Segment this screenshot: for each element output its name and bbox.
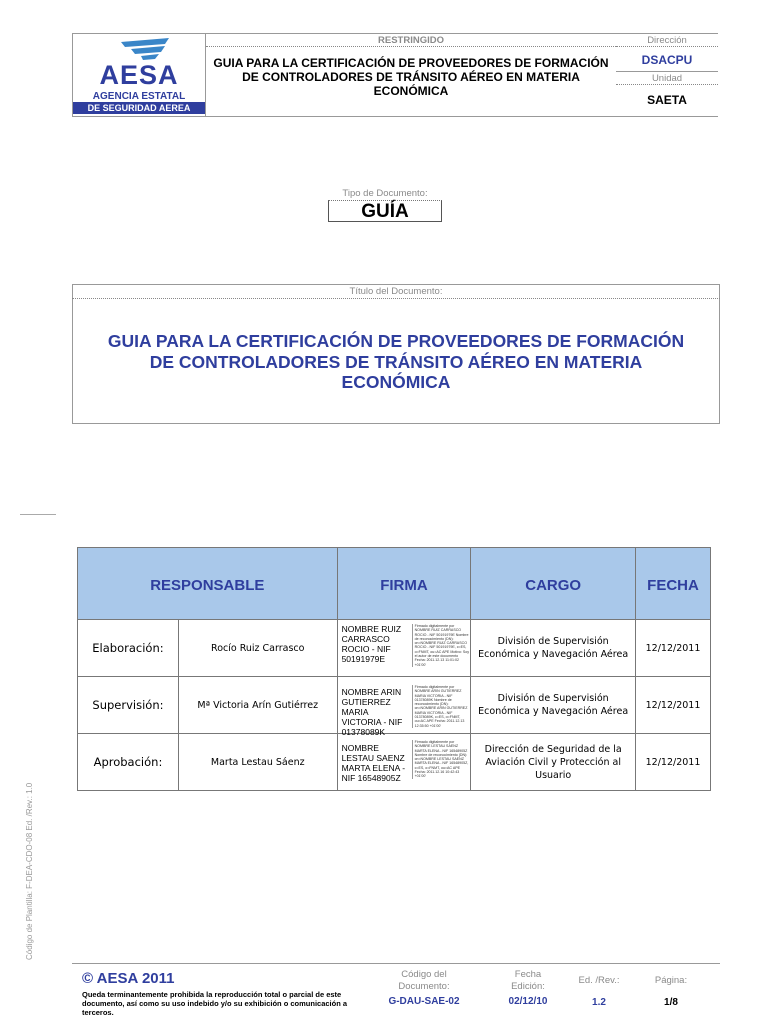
signature-signer: NOMBRE ARIN GUTIERREZ MARIA VICTORIA - NIF 01378089K bbox=[341, 687, 403, 737]
role-label: Elaboración: bbox=[78, 620, 179, 677]
unidad-value: SAETA bbox=[647, 93, 687, 107]
edition-date-label: Fecha Edición: bbox=[511, 969, 545, 992]
signature-detail: Firmado digitalmente por NOMBRE RUIZ CARRASCO ROCIO - NIF 50191979E Nombre de reconocimiento (DN): cn=NOMBRE RUIZ CARRASCO ROCIO - NIF 50191979E, c=ES, o=FNMT, ou=AC APE Motivo: Soy el autor de este documento Fecha: 2011.12.13 11:01:02 +01'00' bbox=[412, 624, 470, 667]
responsible-name: Mª Victoria Arín Gutiérrez bbox=[178, 677, 337, 734]
ed-rev-value: 1.2 bbox=[592, 997, 606, 1008]
column-header-fecha: FECHA bbox=[636, 548, 711, 620]
doc-code-label: Código del Documento: bbox=[398, 969, 450, 992]
direccion-label: Dirección bbox=[616, 33, 718, 47]
doc-title: GUIA PARA LA CERTIFICACIÓN DE PROVEEDORES DE FORMACIÓN DE CONTROLADORES DE TRÁNSITO AÉREO EN MATERIA ECONÓMICA bbox=[107, 331, 685, 392]
doc-type-value: GUÍA bbox=[328, 200, 442, 222]
signatures-table bbox=[77, 547, 711, 791]
footer-page bbox=[636, 975, 706, 1008]
footer-ed-rev bbox=[564, 975, 634, 1008]
doc-type-label: Tipo de Documento: bbox=[342, 188, 428, 199]
template-code: Código de Plantilla: F-DEA-CDO-08 Ed. /Rev.: 1.0 bbox=[25, 782, 34, 960]
column-header-responsable: RESPONSABLE bbox=[78, 548, 338, 620]
ed-rev-label: Ed. /Rev.: bbox=[578, 975, 620, 986]
margin-rule bbox=[20, 514, 56, 515]
signature-signer: NOMBRE LESTAU SAENZ MARTA ELENA - NIF 16548905Z bbox=[341, 743, 406, 783]
doc-code-value: G-DAU-SAE-02 bbox=[388, 996, 460, 1007]
swoosh-icon bbox=[121, 38, 169, 60]
signature-detail: Firmado digitalmente por NOMBRE ARIN GUTIERREZ MARIA VICTORIA - NIF 01378089K Nombre de reconocimiento (DN): cn=NOMBRE ARIN GUTIERREZ MARIA VICTORIA - NIF 01378089K, c=ES, o=FNMT, ou=AC APE Fecha: 2011.12.13 12:35:50 +01'00' bbox=[412, 685, 470, 728]
page-value: 1/8 bbox=[664, 997, 678, 1008]
direccion-value: DSACPU bbox=[641, 53, 693, 67]
logo-line2: DE SEGURIDAD AEREA bbox=[73, 102, 205, 114]
edition-date-value: 02/12/10 bbox=[508, 996, 548, 1007]
responsible-name: Rocío Ruiz Carrasco bbox=[178, 620, 337, 677]
header-title: GUIA PARA LA CERTIFICACIÓN DE PROVEEDORES DE FORMACIÓN DE CONTROLADORES DE TRÁNSITO AÉREO EN MATERIA ECONÓMICA bbox=[213, 56, 609, 98]
footer-edition-date bbox=[490, 969, 566, 1007]
footer-copyright: © AESA 2011 bbox=[82, 970, 175, 987]
signature-signer: NOMBRE RUIZ CARRASCO ROCIO - NIF 50191979E bbox=[341, 624, 402, 664]
column-header-firma: FIRMA bbox=[337, 548, 471, 620]
table-header-row bbox=[78, 548, 711, 620]
date: 12/12/2011 bbox=[636, 620, 711, 677]
doc-title-rule bbox=[72, 298, 720, 299]
position: División de Supervisión Económica y Navegación Aérea bbox=[471, 620, 636, 677]
page-label: Página: bbox=[654, 975, 688, 986]
footer-doc-code bbox=[378, 969, 470, 1007]
unidad-label: Unidad bbox=[616, 71, 718, 85]
table-row bbox=[78, 734, 711, 791]
logo-line1: AGENCIA ESTATAL bbox=[92, 91, 186, 102]
position: Dirección de Seguridad de la Aviación Civil y Protección al Usuario bbox=[471, 734, 636, 791]
table-row bbox=[78, 677, 711, 734]
table-row bbox=[78, 620, 711, 677]
classification-label: RESTRINGIDO bbox=[206, 33, 616, 47]
date: 12/12/2011 bbox=[636, 734, 711, 791]
responsible-name: Marta Lestau Sáenz bbox=[178, 734, 337, 791]
digital-signature[interactable] bbox=[337, 677, 471, 737]
right-header-rule bbox=[616, 116, 718, 117]
column-header-cargo: CARGO bbox=[471, 548, 636, 620]
digital-signature[interactable] bbox=[337, 620, 471, 677]
position: División de Supervisión Económica y Navegación Aérea bbox=[471, 677, 636, 734]
signature-detail: Firmado digitalmente por NOMBRE LESTAU SAENZ MARTA ELENA - NIF 16548905Z Nombre de reconocimiento (DN): cn=NOMBRE LESTAU SAENZ MARTA ELENA - NIF 16548905Z, c=ES, o=FNMT, ou=AC APE Fecha: 2011.12.16 10:42:43 +01'00' bbox=[412, 740, 470, 779]
date: 12/12/2011 bbox=[636, 677, 711, 734]
digital-signature[interactable] bbox=[337, 734, 471, 791]
logo-wordmark: AESA bbox=[99, 60, 179, 90]
role-label: Supervisión: bbox=[78, 677, 179, 734]
aesa-logo-box bbox=[72, 33, 206, 117]
doc-title-label: Título del Documento: bbox=[349, 286, 443, 297]
footer-rule bbox=[72, 963, 720, 964]
role-label: Aprobación: bbox=[78, 734, 179, 791]
header-rule bbox=[206, 116, 616, 117]
footer-legal: Queda terminantemente prohibida la reproducción total o parcial de este documento, así como su uso indebido y/o su exhibición o comunicación a terceros. bbox=[82, 990, 348, 1017]
